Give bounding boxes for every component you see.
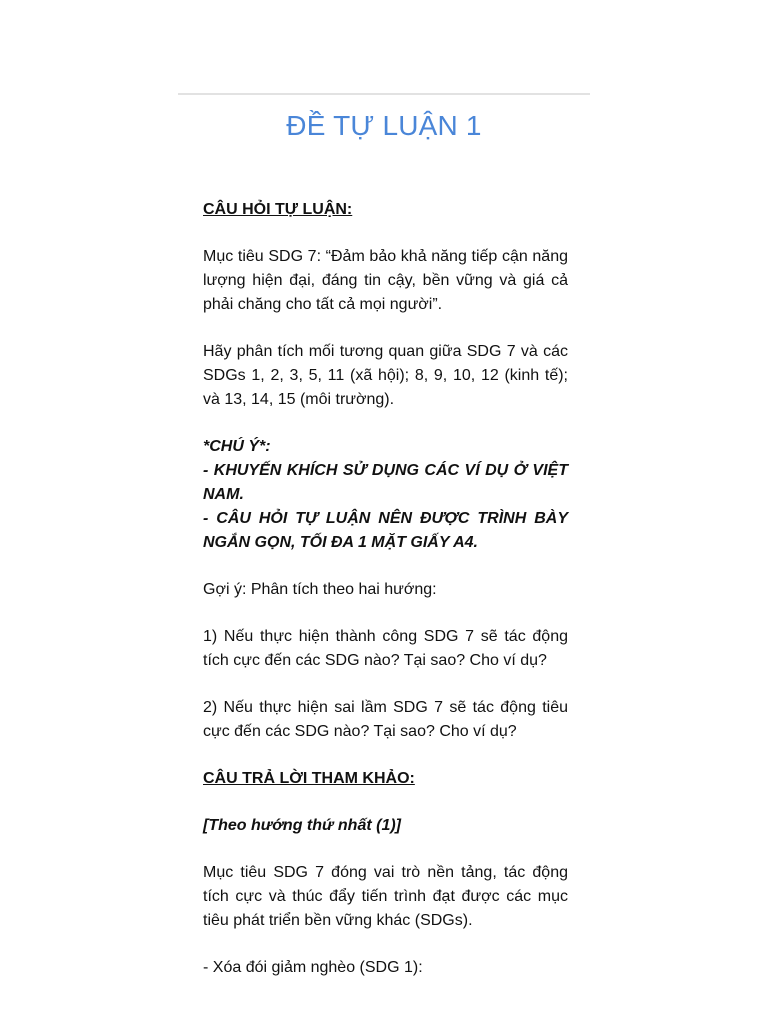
document-body xyxy=(203,198,568,980)
answer-heading: CÂU TRẢ LỜI THAM KHẢO: xyxy=(203,770,415,787)
note-line-2: - CÂU HỎI TỰ LUẬN NÊN ĐƯỢC TRÌNH BÀY NGẮN GỌN, TỐI ĐA 1 MẶT GIẤY A4. xyxy=(203,510,568,551)
answer-paragraph: Mục tiêu SDG 7 đóng vai trò nền tảng, tác động tích cực và thúc đẩy tiến trình đạt được các mục tiêu phát triển bền vững khác (SDGs). xyxy=(203,864,568,929)
goal-paragraph: Mục tiêu SDG 7: “Đảm bảo khả năng tiếp cận năng lượng hiện đại, đáng tin cậy, bền vững và giá cả phải chăng cho tất cả mọi người”. xyxy=(203,248,568,313)
question-heading: CÂU HỎI TỰ LUẬN: xyxy=(203,201,353,218)
note-line-1: - KHUYẾN KHÍCH SỬ DỤNG CÁC VÍ DỤ Ở VIỆT NAM. xyxy=(203,462,568,503)
direction-one-heading: [Theo hướng thứ nhất (1)] xyxy=(203,817,401,834)
bullet-sdg1: - Xóa đói giảm nghèo (SDG 1): xyxy=(203,959,423,976)
hint-point-1: 1) Nếu thực hiện thành công SDG 7 sẽ tác động tích cực đến các SDG nào? Tại sao? Cho ví dụ? xyxy=(203,628,568,669)
top-divider xyxy=(178,93,590,95)
hint-point-2: 2) Nếu thực hiện sai lầm SDG 7 sẽ tác động tiêu cực đến các SDG nào? Tại sao? Cho ví dụ? xyxy=(203,699,568,740)
note-label: *CHÚ Ý*: xyxy=(203,438,271,455)
document-title: ĐỀ TỰ LUẬN 1 xyxy=(286,110,482,141)
task-paragraph: Hãy phân tích mối tương quan giữa SDG 7 và các SDGs 1, 2, 3, 5, 11 (xã hội); 8, 9, 10, 12 (kinh tế); và 13, 14, 15 (môi trường). xyxy=(203,343,568,408)
note-block xyxy=(203,435,568,555)
hint-text: Gợi ý: Phân tích theo hai hướng: xyxy=(203,581,437,598)
